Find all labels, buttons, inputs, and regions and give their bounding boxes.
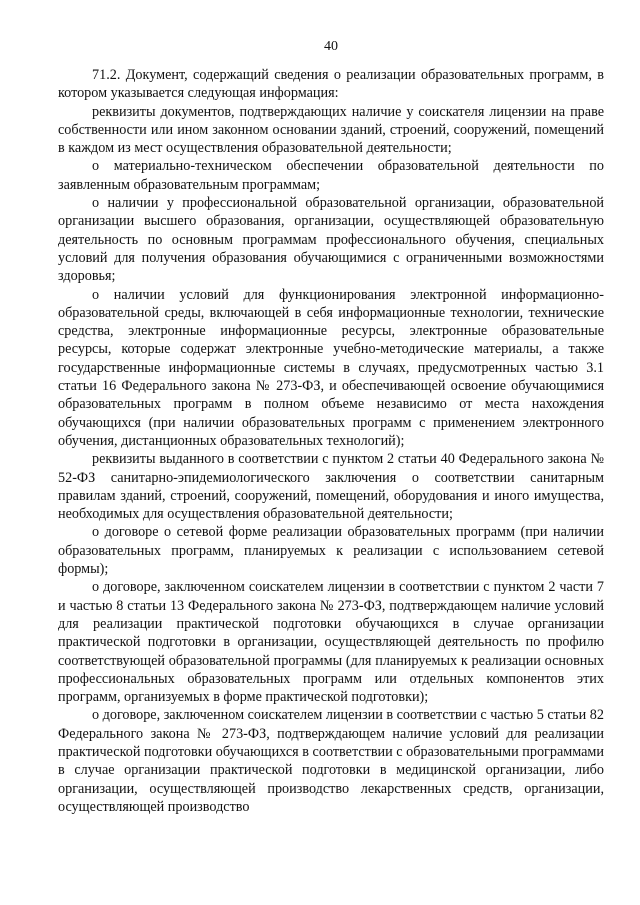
paragraph-ownership-requisites: реквизиты документов, подтверждающих наличие у соискателя лицензии на праве собственности или ином законном основании зданий, строений, сооружений, помещений в каждом из мест осуществления образовательной деятельности; — [58, 103, 604, 157]
page-number: 40 — [324, 39, 338, 54]
paragraph-71-2: 71.2. Документ, содержащий сведения о реализации образовательных программ, в котором указывается следующая информация: — [58, 67, 604, 102]
paragraph-e-learning-environment: о наличии условий для функционирования электронной информационно-образовательной среды, включающей в себя информационные технологии, технические средства, электронные информационные ресурсы, электронные образовательные ресурсы, которые содержат электронные учебно-методические материалы, а также государственные информационные системы в случаях, предусмотренных частью 3.1 статьи 16 Федерального закона № 273-ФЗ, и обеспечивающей освоение обучающимися образовательных программ в полном объеме независимо от места нахождения обучающихся (при наличии образовательных программ с применением электронного обучения, дистанционных образовательных технологий); — [58, 286, 604, 449]
paragraph-sanitary-conclusion: реквизиты выданного в соответствии с пунктом 2 статьи 40 Федерального закона № 52-ФЗ санитарно-эпидемиологического заключения о соответствии санитарным правилам зданий, строений, сооружений, помещений, оборудования и иного имущества, необходимых для осуществления образовательной деятельности; — [58, 451, 604, 523]
paragraph-special-conditions: о наличии у профессиональной образовательной организации, образовательной организации высшего образования, организации, осуществляющей образовательную деятельность по основным программам профессионального обучения, специальных условий для получения образования обучающимися с ограниченными возможностями здоровья; — [58, 195, 604, 285]
paragraph-network-form-agreement: о договоре о сетевой форме реализации образовательных программ (при наличии образовательных программ, планируемых к реализации с использованием сетевой формы); — [58, 524, 604, 578]
paragraph-practical-training-agreement: о договоре, заключенном соискателем лицензии в соответствии с пунктом 2 части 7 и частью 8 статьи 13 Федерального закона № 273-ФЗ, подтверждающем наличие условий для реализации практической подготовки обучающихся в случае организации практической подготовки в организации, осуществляющей деятельность по профилю соответствующей образовательной программы (для планируемых к реализации основных профессиональных образовательных программ или отдельных компонентов этих программ, организуемых в форме практической подготовки); — [58, 579, 604, 706]
paragraph-material-support: о материально-техническом обеспечении образовательной деятельности по заявленным образовательным программам; — [58, 158, 604, 193]
paragraph-medical-practice-agreement: о договоре, заключенном соискателем лицензии в соответствии с частью 5 статьи 82 Федерального закона № 273-ФЗ, подтверждающем наличие условий для реализации практической подготовки обучающихся в соответствии с образовательными программами в случае организации практической подготовки в медицинской организации, либо организации, осуществляющей производство лекарственных средств, организации, осуществляющей производство — [58, 707, 604, 815]
